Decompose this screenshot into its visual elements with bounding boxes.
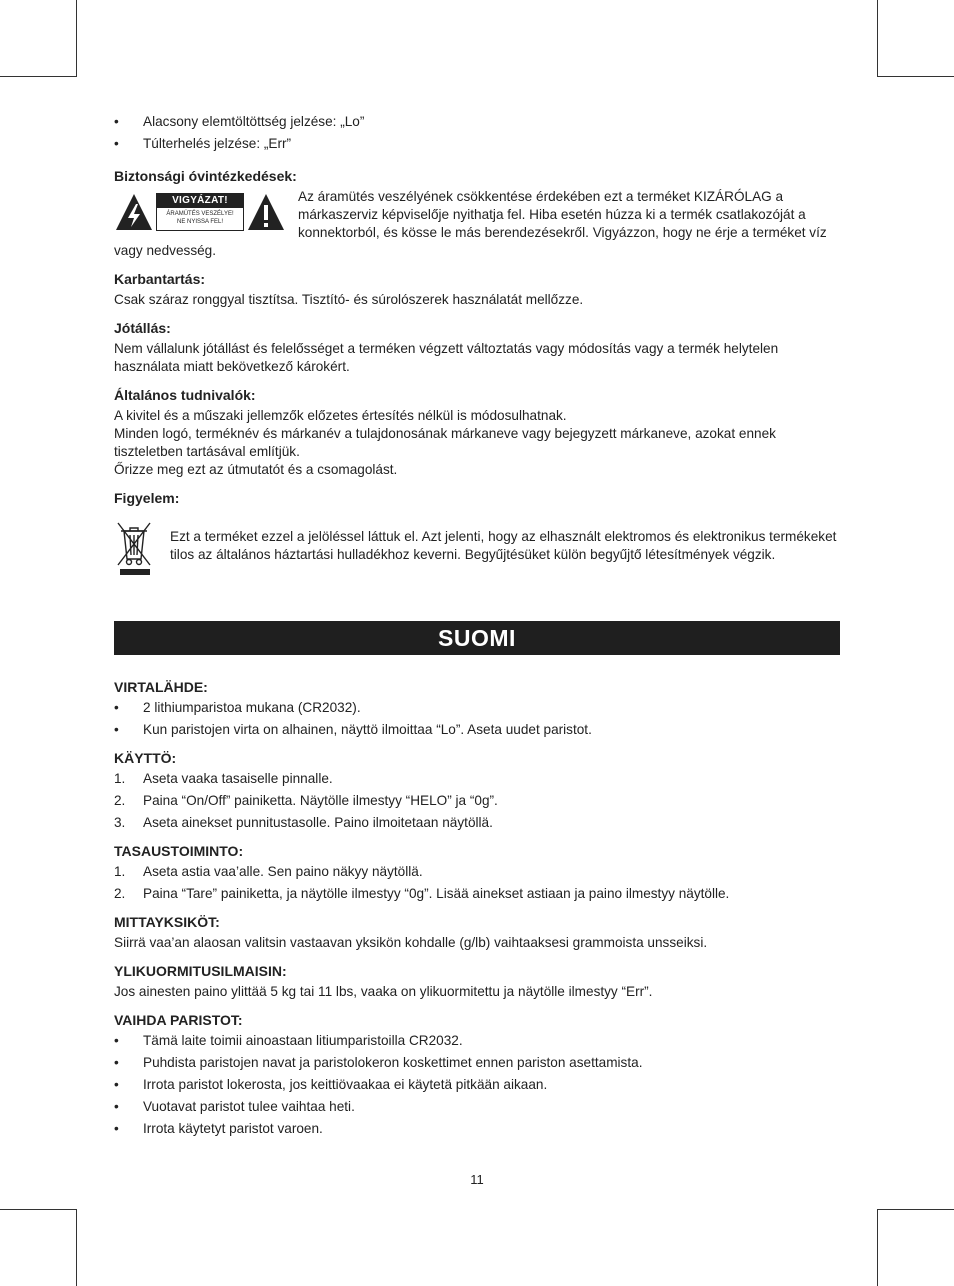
crop-mark [877, 76, 954, 77]
safety-text: Az áramütés veszélyének csökkentése érdekében ezt a terméket KIZÁRÓLAG a márkaszerviz képviselője nyithatja fel. Hiba esetén húzza ki a termék csatlakozóját a konnektorból, és kösse le más berendezésekről. Vigyázzon, hogy ne érje a terméket víz vagy nedvesség. [114, 189, 827, 258]
batteries-section [114, 1011, 840, 1138]
list-item: • Kun paristojen virta on alhainen, näyttö ilmoittaa “Lo”. Aseta uudet paristot. [114, 722, 592, 737]
crop-mark [76, 1209, 77, 1286]
list-item: • Puhdista paristojen navat ja paristolokeron koskettimet ennen pariston asettamista. [114, 1055, 643, 1070]
warning-graphic [114, 192, 286, 236]
overload-section: YLIKUORMITUSILMAISIN: Jos ainesten paino ylittää 5 kg tai 11 lbs, vaaka on ylikuormitettu ja näytölle ilmestyy “Err”. [114, 962, 840, 1001]
section-heading: TASAUSTOIMINTO: [114, 843, 244, 859]
list-item: • Vuotavat paristot tulee vaihtaa heti. [114, 1099, 355, 1114]
section-heading: Általános tudnivalók: [114, 387, 256, 403]
section-heading: Figyelem: [114, 490, 180, 506]
crop-mark [877, 1209, 878, 1286]
list-item: • Túlterhelés jelzése: „Err” [114, 136, 292, 151]
tare-section [114, 842, 840, 903]
attention-section [114, 489, 840, 577]
section-heading: VAIHDA PARISTOT: [114, 1012, 243, 1028]
list-item: • Alacsony elemtöltöttség jelzése: „Lo” [114, 114, 365, 129]
section-heading: YLIKUORMITUSILMAISIN: [114, 963, 287, 979]
exclamation-warning-icon [246, 192, 286, 232]
list-item: 1. Aseta astia vaa’alle. Sen paino näkyy näytöllä. [114, 864, 423, 879]
lightning-warning-icon [114, 192, 154, 232]
list-item: 3. Aseta ainekset punnitustasolle. Paino ilmoitetaan näytöllä. [114, 815, 493, 830]
usage-section [114, 749, 840, 832]
crop-mark [877, 1209, 954, 1210]
list-item: • Irrota käytetyt paristot varoen. [114, 1121, 323, 1136]
safety-section [114, 167, 840, 260]
crossed-bin-icon [114, 519, 154, 577]
section-heading: MITTAYKSIKÖT: [114, 914, 220, 930]
list-item: • Tämä laite toimii ainoastaan litiumparistoilla CR2032. [114, 1033, 463, 1048]
units-section: MITTAYKSIKÖT: Siirrä vaa’an alaosan valitsin vastaavan yksikön kohdalle (g/lb) vaihtaaksesi grammoista unsseiksi. [114, 913, 840, 952]
section-heading: KÄYTTÖ: [114, 750, 177, 766]
list-item: 2. Paina “Tare” painiketta, ja näytölle ilmestyy “0g”. Lisää ainekset astiaan ja paino ilmestyy näytölle. [114, 886, 730, 901]
general-section: Általános tudnivalók: A kivitel és a műszaki jellemzők előzetes értesítés nélkül is módosulhatnak. Minden logó, terméknév és márkanév a tulajdonosának márkaneve vagy bejegyzett márkaneve, azokat ennek tiszteletben tartásával említjük. Őrizze meg ezt az útmutatót és a csomagolást. [114, 386, 840, 479]
list-item: 2. Paina “On/Off” painiketta. Näytölle ilmestyy “HELO” ja “0g”. [114, 793, 498, 808]
crop-mark [76, 0, 77, 76]
maintenance-section: Karbantartás: Csak száraz ronggyal tisztítsa. Tisztító- és súrolószerek használatát mellőzze. [114, 270, 840, 309]
list-item: 1. Aseta vaaka tasaiselle pinnalle. [114, 771, 333, 786]
section-heading: Jótállás: [114, 320, 171, 336]
crop-mark [0, 1209, 77, 1210]
crop-mark [0, 76, 77, 77]
section-heading: Karbantartás: [114, 271, 206, 287]
list-item: • Irrota paristot lokerosta, jos keittiövaakaa ei käytetä pitkään aikaan. [114, 1077, 548, 1092]
weee-text: Ezt a terméket ezzel a jelöléssel láttuk el. Azt jelenti, hogy az elhasznált elektromos és elektronikus termékeket tilos az általános háztartási hulladékhoz keverni. Begyűjtésüket külön begyűjtő létesítmények végzik. [170, 529, 837, 562]
warning-label-box: VIGYÁZAT! ÁRAMÜTÉS VESZÉLYE! NE NYISSA FEL! [156, 193, 244, 231]
list-item: • 2 lithiumparistoa mukana (CR2032). [114, 700, 361, 715]
power-section [114, 678, 840, 739]
section-heading: Biztonsági óvintézkedések: [114, 168, 297, 184]
crop-mark [877, 0, 878, 76]
page-content [114, 113, 840, 1142]
language-banner: SUOMI [114, 621, 840, 655]
warranty-section: Jótállás: Nem vállalunk jótállást és felelősséget a terméken végzett változtatás vagy módosítás vagy a termék helytelen használata miatt bekövetkező károkért. [114, 319, 840, 376]
page-number: 11 [470, 1172, 484, 1187]
section-heading: VIRTALÄHDE: [114, 679, 208, 695]
